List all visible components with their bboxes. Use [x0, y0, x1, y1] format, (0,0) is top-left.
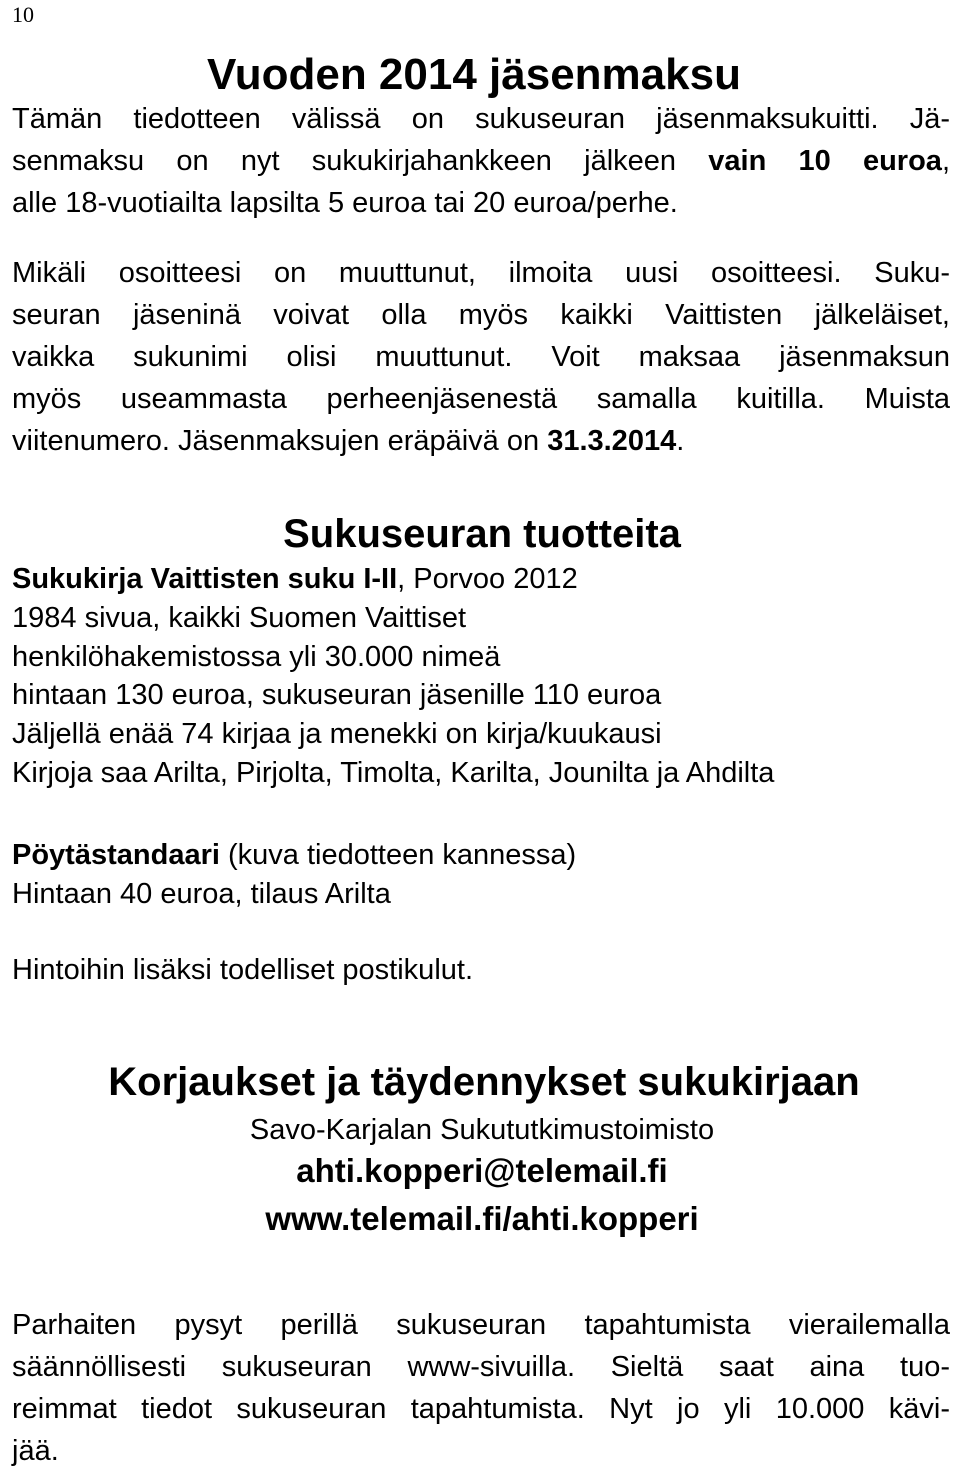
postage-note: Hintoihin lisäksi todelliset postikulut. — [12, 954, 473, 986]
products-heading: Sukuseuran tuotteita — [283, 512, 681, 556]
due-date: 31.3.2014 — [547, 425, 677, 457]
text-line: Parhaiten pysyt perillä sukuseuran tapahtumista vierailemalla — [12, 1309, 950, 1341]
text-line: Kirjoja saa Arilta, Pirjolta, Timolta, Karilta, Jounilta ja Ahdilta — [12, 756, 775, 789]
closing-paragraph — [12, 1304, 950, 1472]
fee-amount: vain 10 euroa — [708, 145, 942, 177]
contact-organization: Savo-Karjalan Sukututkimustoimisto — [249, 1114, 715, 1146]
stand-title-line: Pöytästandaari (kuva tiedotteen kannessa) — [12, 839, 577, 871]
table-standard-product — [12, 836, 576, 914]
text-line: myös useammasta perheenjäsenestä samalla kuitilla. Muista — [12, 383, 950, 415]
book-name: Sukukirja Vaittisten suku I-II — [12, 563, 398, 595]
text-line: seuran jäseninä voivat olla myös kaikki Vaittisten jälkeläiset, — [12, 299, 950, 331]
text-line: vaikka sukunimi olisi muuttunut. Voit maksaa jäsenmaksun — [12, 341, 950, 373]
contact-email[interactable]: ahti.kopperi@telemail.fi — [296, 1152, 668, 1189]
text-line: 1984 sivua, kaikki Suomen Vaittiset — [12, 601, 467, 634]
text-line: Hintaan 40 euroa, tilaus Arilta — [12, 878, 391, 910]
text-line: Tämän tiedotteen välissä on sukuseuran jäsenmaksukuitti. Jä- — [12, 103, 950, 135]
corrections-heading: Korjaukset ja täydennykset sukukirjaan — [108, 1060, 860, 1104]
text-line: säännöllisesti sukuseuran www-sivuilla. Sieltä saat aina tuo- — [12, 1351, 950, 1383]
text-line: viitenumero. Jäsenmaksujen eräpäivä on 31.3.2014. — [12, 425, 685, 457]
text-line: alle 18-vuotiailta lapsilta 5 euroa tai 20 euroa/perhe. — [12, 187, 678, 219]
text-line: Jäljellä enää 74 kirjaa ja menekki on kirja/kuukausi — [12, 718, 662, 751]
text-line: senmaksu on nyt sukukirjahankkeen jälkeen vain 10 euroa, — [12, 145, 951, 177]
text-line: henkilöhakemistossa yli 30.000 nimeä — [12, 640, 501, 673]
text-line: hintaan 130 euroa, sukuseuran jäsenille 110 euroa — [12, 679, 662, 712]
membership-fee-paragraph — [12, 98, 950, 224]
text-line: jää. — [12, 1435, 59, 1467]
contact-website[interactable]: www.telemail.fi/ahti.kopperi — [265, 1200, 699, 1237]
membership-fee-heading: Vuoden 2014 jäsenmaksu — [207, 50, 741, 99]
page-number: 10 — [12, 2, 34, 27]
address-change-paragraph — [12, 252, 950, 462]
book-title-line: Sukukirja Vaittisten suku I-II, Porvoo 2012 — [12, 563, 578, 595]
book-product — [12, 560, 774, 793]
stand-name: Pöytästandaari — [12, 839, 220, 871]
text-line: reimmat tiedot sukuseuran tapahtumista. Nyt jo yli 10.000 kävi- — [12, 1393, 950, 1425]
text-line: Mikäli osoitteesi on muuttunut, ilmoita uusi osoitteesi. Suku- — [12, 257, 950, 289]
